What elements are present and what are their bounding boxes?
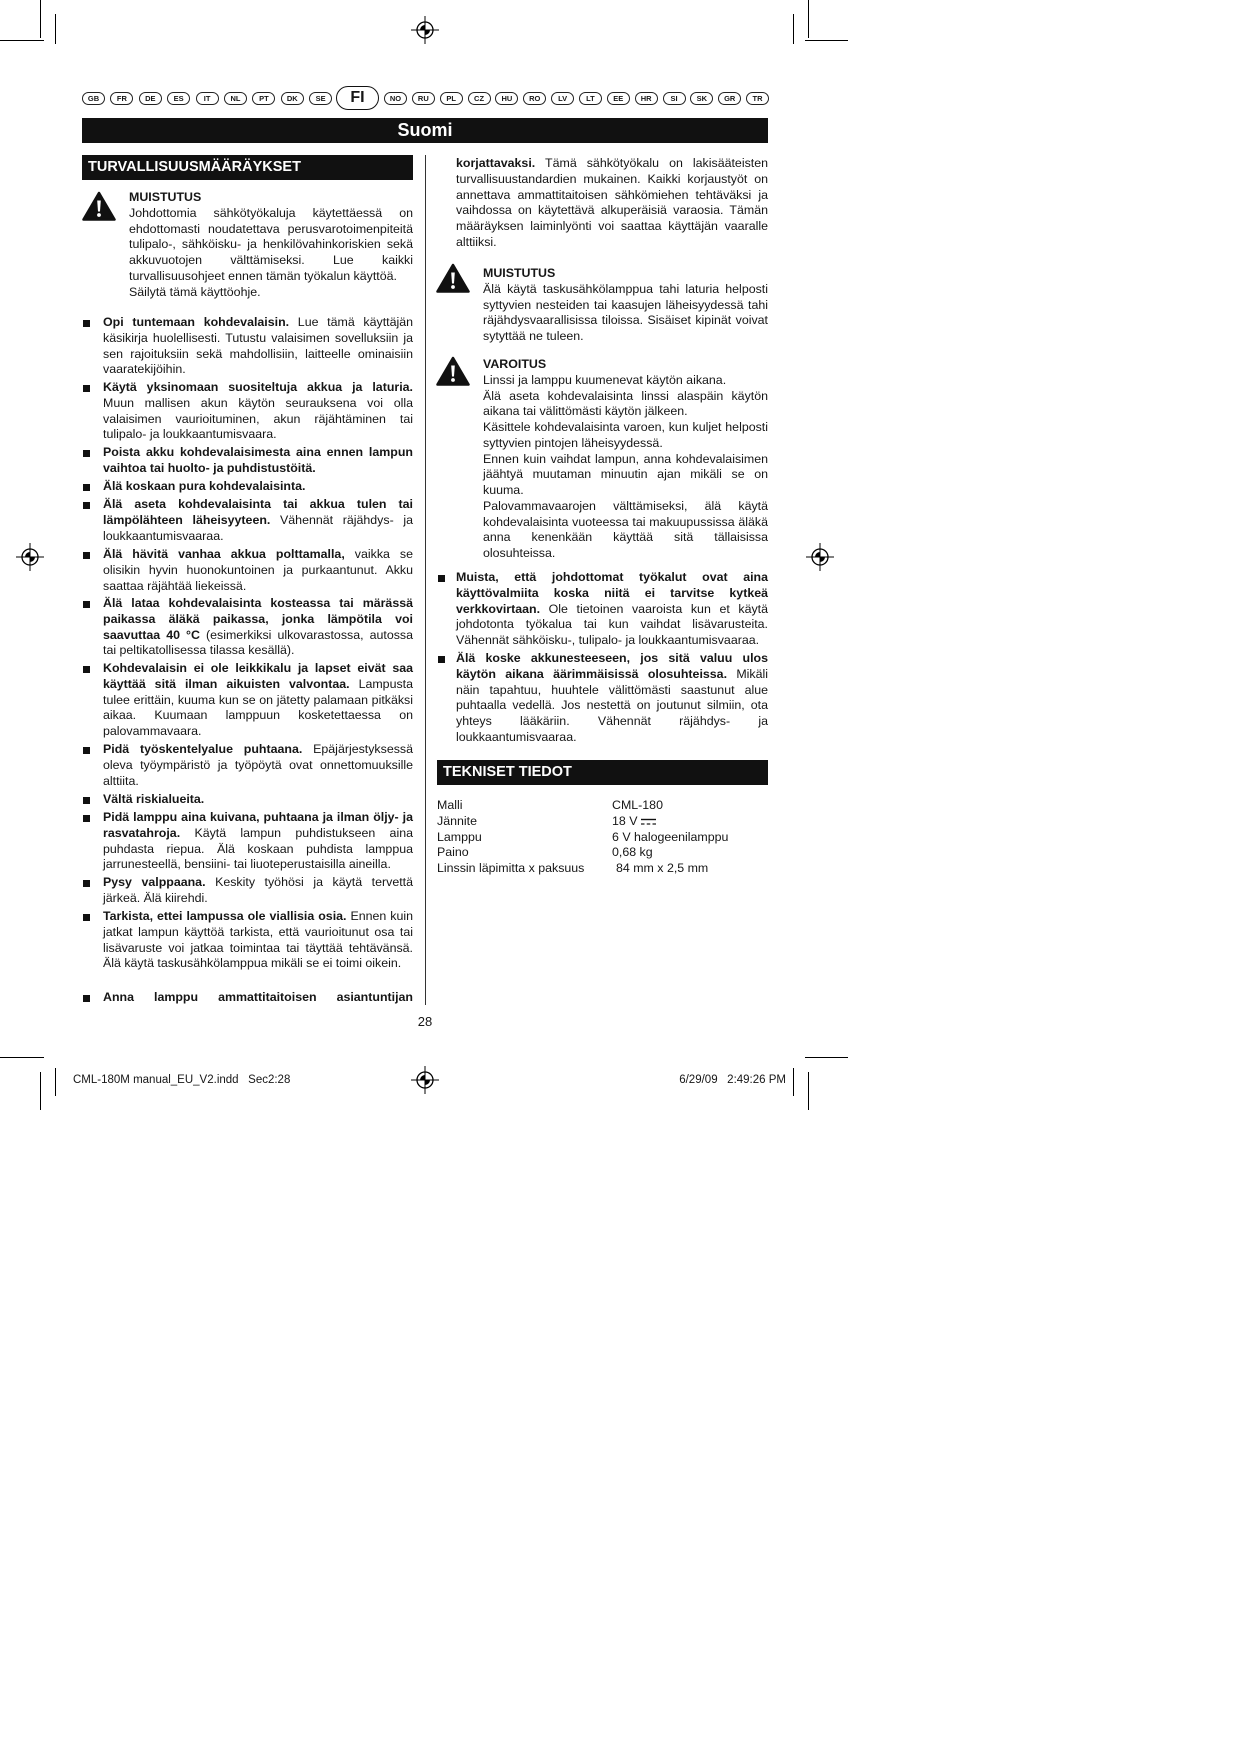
warning-text: Ennen kuin vaihdat lampun, anna kohdevalaisimen jäähtyä muutaman minuutin ajan mikäli se on kuuma. [483,451,768,497]
bullet-icon [83,914,90,921]
crop-mark [808,0,809,38]
rule-text: Muun mallisen akun käytön seurauksena voi olla valaisimen vaurioituminen, akun räjähtäminen tai tulipalo- ja loukkaantumisvaara. [103,395,413,442]
rule-body [456,570,768,649]
rule-emphasis: korjattavaksi. [456,156,536,170]
rule-body [103,742,413,789]
language-tab-de: DE [139,92,162,105]
rule-body [103,810,413,873]
spec-value: 6 V halogeenilamppu [612,830,729,844]
safety-heading: TURVALLISUUSMÄÄRÄYKSET [82,155,413,180]
rule-text: (esimerkiksi ulkovarastossa, autossa tai peltikatollisessa tilassa kesällä). [103,627,413,658]
language-tab-hu: HU [495,92,518,105]
rule-emphasis: Poista akku kohdevalaisimesta aina ennen lampun vaihtoa tai huolto- ja puhdistustöitä. [103,445,413,475]
rule-text: Epäjärjestyksessä oleva työympäristö ja työpöytä ovat onnettomuuksille alttiita. [103,742,413,788]
rule-body [103,445,413,477]
footer-timestamp: 6/29/09 2:49:26 PM [679,1074,786,1086]
language-tab-it: IT [196,92,219,105]
language-tab-dk: DK [281,92,304,105]
rule-body [103,661,413,740]
spec-value: 0,68 kg [612,845,653,859]
warning-block [483,357,768,562]
bullet-icon [83,552,90,559]
rule-emphasis: Tarkista, ettei lampussa ole viallisia osia. [103,909,347,923]
rule-body [103,990,413,1006]
crop-mark [55,14,56,44]
language-tab-lv: LV [551,92,574,105]
bullet-icon [83,450,90,457]
spec-row [437,860,768,876]
warning-title: VAROITUS [483,357,547,371]
warning-text: Käsittele kohdevalaisinta varoen, kun kuljet helposti syttyvien pintojen läheisyydessä. [483,420,768,450]
language-tab-pt: PT [252,92,275,105]
spec-label: Malli [437,798,463,812]
rule-text: Ennen kuin jatkat lampun käyttöä tarkista, että vaurioitunut osa tai lisävaruste voi jatkaa toimintaa tai täyttää tehtävänsä. Älä käytä taskusähkölamppua mikäli se ei toimi oikein. [103,909,413,971]
bullet-icon [438,575,445,582]
spec-label: Lamppu [437,830,482,844]
language-tab-active: FI [336,86,379,110]
rule-emphasis: Älä aseta kohdevalaisinta tai akkua tulen tai lämpölähteen läheisyyteen. [103,497,413,527]
crop-mark [805,40,848,41]
rule-text: Keskity työhösi ja käytä tervettä järkeä. Älä kiirehdi. [103,875,413,905]
rule-emphasis: Pidä lamppu aina kuivana, puhtaana ja ilman öljy- ja rasvatahroja. [103,810,413,840]
bullet-icon [83,666,90,673]
footer-file-info: CML-180M manual_EU_V2.indd Sec2:28 [73,1074,291,1086]
page-number: 28 [417,1014,433,1029]
crop-mark [55,1068,56,1096]
notice-title: MUISTUTUS [129,190,202,204]
rule-emphasis: Pysy valppaana. [103,875,206,889]
spec-label: Jännite [437,814,477,828]
safety-rule-continuation [456,156,768,251]
language-tab-ru: RU [412,92,435,105]
spec-value: 84 mm x 2,5 mm [616,861,709,875]
registration-mark-icon [806,543,834,571]
language-tab-nl: NL [224,92,247,105]
rule-text: Ole tietoinen vaaroista kun et käytä johdotonta työkalua tai kun vaihdat lisävarusteita. Vähennät sähköisku-, tulipalo- ja loukkaantumisvaaraa. [456,601,768,647]
crop-mark [40,1072,41,1110]
language-tab-no: NO [384,92,407,105]
notice-block [483,266,768,345]
language-tab-tr: TR [746,92,769,105]
language-tab-ee: EE [607,92,630,105]
spec-value: 18 V [612,814,638,828]
bullet-icon [83,797,90,804]
language-tab-fr: FR [110,92,133,105]
rule-body [103,792,413,808]
rule-body [103,909,413,972]
crop-mark [0,1057,44,1058]
language-tab-hr: HR [635,92,658,105]
bullet-icon [83,502,90,509]
warning-text: Älä aseta kohdevalaisinta linssi alaspäin käytön aikana tai välittömästi käytön jälkeen. [483,388,768,419]
warning-triangle-icon [436,356,470,386]
notice-text: Säilytä tämä käyttöohje. [129,284,261,299]
spec-row [437,813,768,829]
spec-label: Paino [437,845,469,859]
spec-row [437,829,768,845]
spec-row [437,844,768,860]
rule-text: Lue tämä käyttäjän käsikirja huolellisesti. Tutustu valaisimen sovelluksiin ja sen rajoituksiin sekä mahdollisiin, laitteelle ominaisiin vaaratekijöihin. [103,315,414,377]
rule-emphasis: Käytä yksinomaan suositeltuja akkua ja laturia. [103,380,413,394]
spec-value: CML-180 [612,798,663,812]
warning-text: Palovammavaarojen välttämiseksi, älä käytä kohdevalaisinta vuoteessa tai makuupussissa äläkä anna kenenkään käyttää sitä tällaisissa olosuhteissa. [483,498,768,560]
registration-mark-icon [16,543,44,571]
rule-text: vaikka se olisikin hyvin huonokuntoinen ja purkaantunut. Akku saattaa räjähtää liekeissä. [103,547,413,593]
rule-text: Mikäli näin tapahtuu, huuhtele välittömästi saastunut alue puhtaalla vedellä. Jos nestettä on joutunut silmiin, ota yhteys lääkäriin. Vähennät räjähdys- ja loukkaantumisvaaraa. [456,666,768,744]
rule-text: Tämä sähkötyökalu on lakisääteisten turvallisuustandardien mukainen. Kaikki korjaustyöt on annettava ammattitaitoisen sähkömiehen tehtäväksi ja vaihdossa on käytettävä alkuperäisiä varaosia. Tämän määräyksen laiminlyönti voi saattaa käyttäjän vaaralle alttiiksi. [456,156,768,249]
crop-mark [40,0,41,38]
rule-body [103,315,413,378]
language-tab-ro: RO [523,92,546,105]
rule-emphasis: Kohdevalaisin ei ole leikkikalu ja lapset eivät saa käyttää sitä ilman aikuisten valvontaa. [103,661,413,691]
notice-title: MUISTUTUS [483,266,556,280]
language-tab-gr: GR [718,92,741,105]
crop-mark [808,1072,809,1110]
notice-text: Johdottomia sähkötyökaluja käytettäessä on ehdottomasti noudatettava perusvarotoimenpiteitä tulipalo-, sähköisku- ja henkilövahinkoriskien sekä akkuvuotojen välttämiseksi. Lue kaikki turvallisuusohjeet ennen tämän työkalun käyttöä. [129,205,413,283]
crop-mark [0,40,44,41]
bullet-icon [83,320,90,327]
rule-body [103,380,413,443]
rule-emphasis: Opi tuntemaan kohdevalaisin. [103,315,290,329]
bullet-icon [83,815,90,822]
rule-body [456,651,768,746]
notice-text: Älä käytä taskusähkölamppua tahi laturia helposti syttyvien nesteiden tai kaasujen läheisyydessä tahi räjähdysvaarallisissa tiloissa. Sisäiset kipinät voivat sytyttää ne tuleen. [483,281,768,343]
notice-block [129,190,413,300]
rule-emphasis: Älä hävitä vanhaa akkua polttamalla, [103,547,345,561]
warning-triangle-icon [82,191,116,221]
rule-body [103,875,413,907]
registration-mark-icon [411,16,439,44]
rule-emphasis: Muista, että johdottomat työkalut ovat aina käyttövalmiita koska niitä ei tarvitse kytkeä verkkovirtaan. [456,570,768,616]
rule-emphasis: Älä lataa kohdevalaisinta kosteassa tai märässä paikassa äläkä paikassa, jonka lämpötila voi saavuttaa 40 °C [103,596,413,642]
registration-mark-icon [411,1066,439,1094]
rule-emphasis: Pidä työskentelyalue puhtaana. [103,742,303,756]
language-tab-gb: GB [82,92,105,105]
rule-body [103,479,413,495]
warning-triangle-icon [436,263,470,293]
bullet-icon [83,601,90,608]
rule-body [103,596,413,659]
rule-emphasis: Vältä riskialueita. [103,792,205,806]
rule-emphasis: Anna lamppu ammattitaitoisen asiantuntijan [103,990,413,1004]
language-tab-pl: PL [440,92,463,105]
bullet-icon [438,656,445,663]
column-divider [425,155,426,1005]
bullet-icon [83,995,90,1002]
language-tab-cz: CZ [468,92,491,105]
crop-mark [805,1057,848,1058]
dc-symbol-icon [641,818,656,826]
language-tab-lt: LT [579,92,602,105]
rule-body [103,497,413,544]
rule-body [103,547,413,594]
language-tab-se: SE [309,92,332,105]
spec-row [437,797,768,813]
bullet-icon [83,880,90,887]
bullet-icon [83,385,90,392]
language-title: Suomi [82,118,768,143]
spec-value-group [612,813,656,829]
language-tab-es: ES [167,92,190,105]
rule-emphasis: Älä koskaan pura kohdevalaisinta. [103,479,306,493]
bullet-icon [83,747,90,754]
specs-heading: TEKNISET TIEDOT [437,760,768,785]
rule-text: Käytä lampun puhdistukseen aina puhdasta riepua. Älä koskaan puhdista lamppua jarrunesteellä, bensiini- tai liuoteperustaisilla aineilla. [103,825,413,872]
warning-text: Linssi ja lamppu kuumenevat käytön aikana. [483,372,727,387]
rule-emphasis: Älä koske akkunesteeseen, jos sitä valuu ulos käytön aikana äärimmäisissä olosuhteissa. [456,651,768,681]
crop-mark [793,1068,794,1096]
language-tab-sk: SK [690,92,713,105]
bullet-icon [83,484,90,491]
crop-mark [793,14,794,44]
language-tab-si: SI [663,92,686,105]
rule-text: Lampusta tulee erittäin, kuuma kun se on jätetty palamaan pitkäksi aikaa. Kuumaan lamppuun kosketettaessa on palovammavaara. [103,676,413,738]
spec-label: Linssin läpimitta x paksuus [437,861,585,875]
rule-text: Vähennät räjähdys- ja loukkaantumisvaaraa. [103,512,414,543]
